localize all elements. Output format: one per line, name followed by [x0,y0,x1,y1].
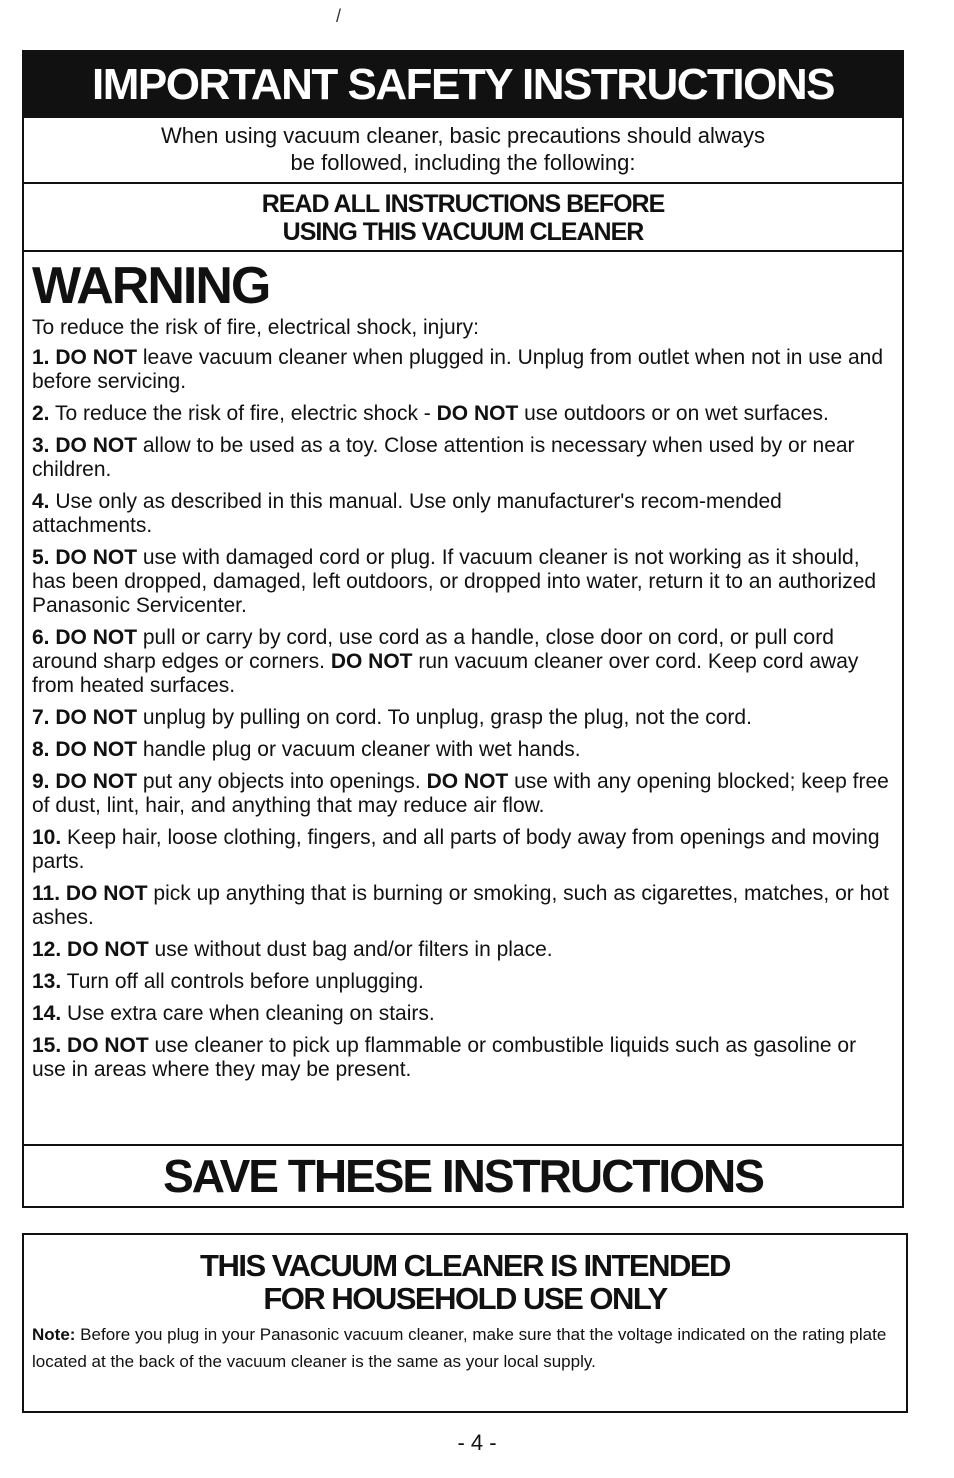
warning-item [32,706,894,730]
warning-section [24,252,902,1082]
item-do-not: DO NOT [55,738,138,761]
item-text: put any objects into openings. [137,770,427,793]
warning-item [32,938,894,962]
voltage-note [32,1321,898,1375]
item-text-continued: run vacuum cleaner over cord. Keep cord away from heated surfaces. [32,650,859,697]
warning-item [32,402,894,426]
item-text: pick up anything that is burning or smoking, such as cigarettes, matches, or hot ashes. [32,882,889,929]
household-line-2: FOR HOUSEHOLD USE ONLY [263,1281,667,1316]
warning-heading: WARNING [32,257,270,315]
item-text: unplug by pulling on cord. To unplug, grasp the plug, not the cord. [137,706,752,729]
intro-text [24,118,902,184]
warning-item [32,1034,894,1082]
item-text: Use only as described in this manual. Use only manufacturer's recom-mended attachments. [32,490,782,537]
item-do-not: DO NOT [330,650,413,673]
item-do-not: DO NOT [426,770,509,793]
note-label: Note: [32,1325,76,1344]
item-text: handle plug or vacuum cleaner with wet hands. [137,738,581,761]
warning-item [32,490,894,538]
warning-item [32,1002,894,1026]
warning-item [32,626,894,698]
item-do-not: DO NOT [65,882,148,905]
warning-list [32,346,894,1082]
item-do-not: DO NOT [436,402,519,425]
item-do-not: DO NOT [55,434,138,457]
warning-item [32,434,894,482]
item-number: 5. [32,546,50,569]
item-number: 13. [32,970,62,993]
page-title: IMPORTANT SAFETY INSTRUCTIONS [24,52,902,118]
item-text: pull or carry by cord, use cord as a handle, close door on cord, or pull cord around sharp edges or corners. [32,626,834,673]
item-number: 1. [32,346,50,369]
item-number: 2. [32,402,50,425]
item-number: 8. [32,738,50,761]
item-do-not: DO NOT [67,1034,149,1057]
intro-line-1: When using vacuum cleaner, basic precautions should always [160,123,766,148]
item-do-not: DO NOT [55,546,138,569]
item-do-not: DO NOT [55,626,138,649]
item-number: 12. [32,938,62,961]
household-use-box [22,1233,908,1413]
read-all-heading [24,184,902,252]
household-heading [32,1249,898,1315]
intro-line-2: be followed, including the following: [290,150,636,175]
read-all-line-1: READ ALL INSTRUCTIONS BEFORE [261,190,665,218]
item-text: allow to be used as a toy. Close attention is necessary when used by or near children. [32,434,855,481]
warning-item [32,826,894,874]
item-do-not: DO NOT [55,770,138,793]
item-number: 6. [32,626,50,649]
item-number: 15. [32,1034,62,1057]
warning-item [32,738,894,762]
item-text: Turn off all controls before unplugging. [61,970,424,993]
warning-intro: To reduce the risk of fire, electrical shock, injury: [32,316,480,339]
save-instructions-banner: SAVE THESE INSTRUCTIONS [24,1144,902,1206]
warning-item [32,346,894,394]
item-do-not: DO NOT [67,938,149,961]
item-number: 14. [32,1002,62,1025]
item-number: 7. [32,706,50,729]
item-text: use without dust bag and/or filters in place. [148,938,553,961]
item-text-continued: use outdoors or on wet surfaces. [518,402,829,425]
item-text: Keep hair, loose clothing, fingers, and all parts of body away from openings and moving parts. [32,826,880,873]
item-number: 3. [32,434,50,457]
item-text: use with damaged cord or plug. If vacuum cleaner is not working as it should, has been dropped, damaged, left outdoors, or dropped into water, return it to an authorized Panasonic Servicenter. [32,546,877,617]
page-number: - 4 - [457,1430,497,1455]
item-number: 11. [32,882,61,905]
item-number: 4. [32,490,50,513]
item-text: use cleaner to pick up flammable or combustible liquids such as gasoline or use in areas where they may be present. [32,1034,857,1081]
read-all-line-2: USING THIS VACUUM CLEANER [282,218,644,246]
item-text: leave vacuum cleaner when plugged in. Unplug from outlet when not in use and before servicing. [32,346,884,393]
item-do-not: DO NOT [55,346,138,369]
safety-instructions-box [22,50,904,1208]
warning-item [32,882,894,930]
note-text: Before you plug in your Panasonic vacuum cleaner, make sure that the voltage indicated on the rating plate located at the back of the vacuum cleaner is the same as your local supply. [32,1325,887,1371]
item-do-not: DO NOT [55,706,138,729]
warning-item [32,770,894,818]
item-text: Use extra care when cleaning on stairs. [61,1002,435,1025]
warning-item [32,970,894,994]
item-number: 10. [32,826,62,849]
item-text-continued: use with any opening blocked; keep free of dust, lint, hair, and anything that may reduce air flow. [32,770,889,817]
item-text: To reduce the risk of fire, electric shock - [49,402,437,425]
stray-pen-mark: / [336,6,342,26]
household-line-1: THIS VACUUM CLEANER IS INTENDED [200,1248,730,1283]
item-number: 9. [32,770,50,793]
warning-item [32,546,894,618]
